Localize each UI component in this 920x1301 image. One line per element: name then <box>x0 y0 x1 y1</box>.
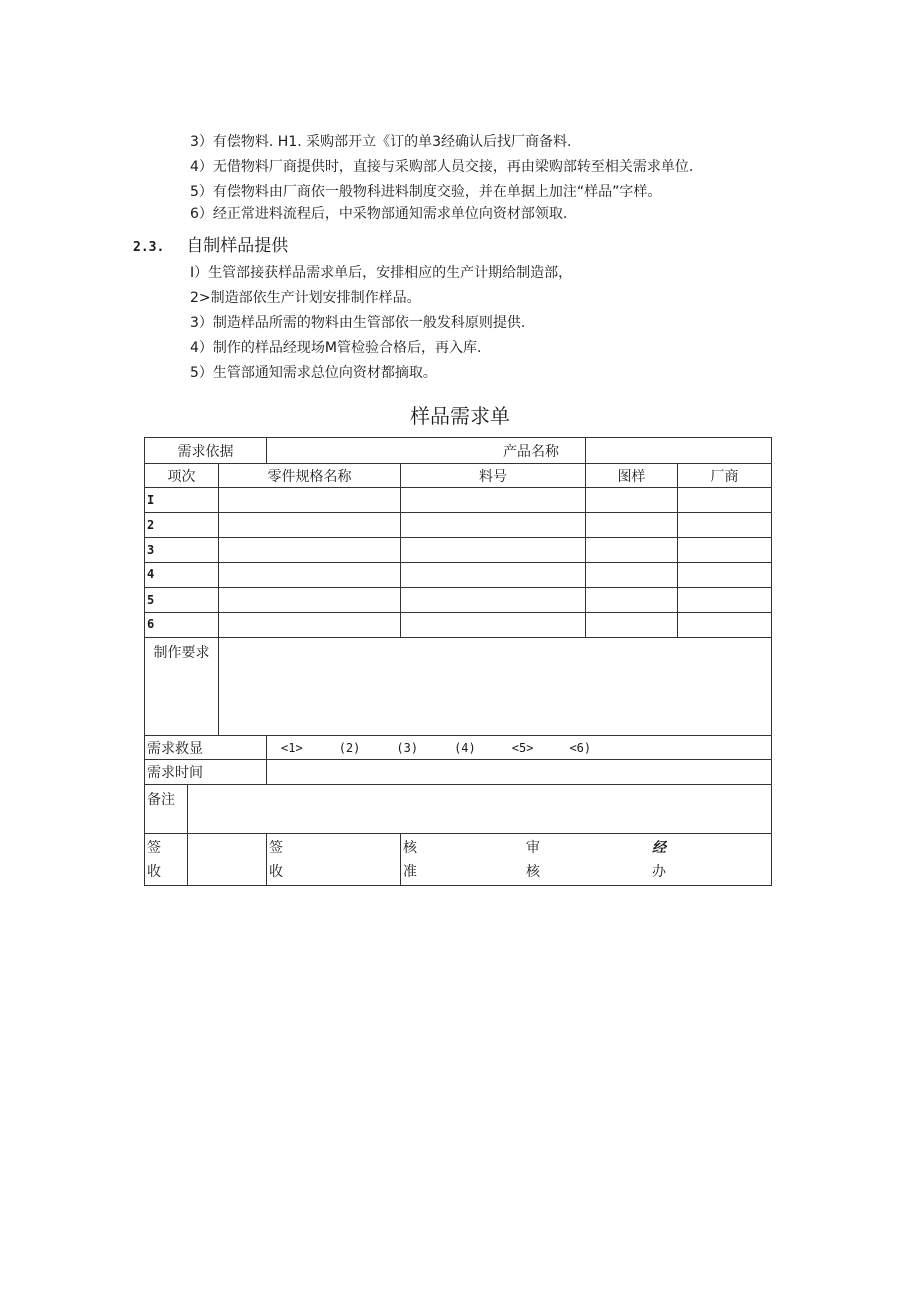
row-material-no[interactable] <box>401 588 586 613</box>
row-part-name[interactable] <box>219 563 401 588</box>
section-22-item-6: 6）经正常进料流程后，中采物部通知需求单位向资材部领取. <box>190 206 568 222</box>
receive-label-1 <box>145 834 188 886</box>
row-drawing[interactable] <box>586 563 678 588</box>
form-title: 样品需求单 <box>410 404 510 428</box>
row-drawing[interactable] <box>586 513 678 538</box>
row-number: 2 <box>145 513 219 538</box>
handler-char-2: 办 <box>652 863 667 880</box>
handler-char-1: 经 <box>652 839 667 856</box>
row-drawing[interactable] <box>586 613 678 638</box>
section-23-item-3: 3）制造样品所需的物料由生管部依一般发科原则提供. <box>190 315 526 331</box>
section-23-item-4: 4）制作的样品经现场M管检验合格后，再入库. <box>190 340 482 356</box>
quantity-label: 需求救显 <box>147 740 203 757</box>
header-part-name: 零件规格名称 <box>219 464 401 488</box>
quantity-slots[interactable] <box>267 736 772 760</box>
section-22-item-5: 5）有偿物料由厂商依一般物科进料制度交验，并在单据上加注“样品”字样。 <box>190 184 662 200</box>
row-material-no[interactable] <box>401 513 586 538</box>
receive-cell-2[interactable] <box>267 834 401 886</box>
row-number: 4 <box>145 563 219 588</box>
section-23-item-1: I）生管部接获样品需求单后，安排相应的生产计期给制造部， <box>190 265 573 281</box>
receive-char-1: 签 <box>269 839 284 856</box>
quantity-slot: <1> <box>281 740 303 755</box>
row-vendor[interactable] <box>678 588 772 613</box>
remarks-value[interactable] <box>188 785 772 834</box>
header-drawing: 图样 <box>586 464 678 488</box>
row-material-no[interactable] <box>401 488 586 513</box>
row-number: 6 <box>145 613 219 638</box>
requirement-label-cell <box>145 638 219 736</box>
row-part-name[interactable] <box>219 613 401 638</box>
handler-label <box>652 836 666 884</box>
row-material-no[interactable] <box>401 563 586 588</box>
approve-char-1: 核 <box>403 839 418 856</box>
header-material-no: 料号 <box>401 464 586 488</box>
quantity-slot: <5> <box>511 740 534 755</box>
quantity-slot: (2) <box>338 740 361 755</box>
section-23-item-5: 5）生管部通知需求总位向资材都摘取。 <box>190 365 437 381</box>
header-item: 项次 <box>145 464 219 488</box>
header-vendor: 厂商 <box>678 464 772 488</box>
section-23-item-2: 2>制造部依生产计划安排制作样品。 <box>190 290 421 306</box>
time-label: 需求时间 <box>147 765 203 781</box>
audit-label <box>526 836 652 884</box>
receive-char-2: 收 <box>269 863 284 880</box>
approve-char-2: 准 <box>403 863 418 880</box>
row-drawing[interactable] <box>586 538 678 563</box>
row-number: 5 <box>145 588 219 613</box>
section-22-item-3: 3）有偿物料. H1. 采购部开立《订的单3经确认后找厂商备料. <box>190 134 572 150</box>
audit-char-2: 核 <box>526 863 541 880</box>
approve-label <box>403 836 526 884</box>
quantity-label-cell <box>145 736 267 760</box>
product-name-label-cell <box>267 438 586 464</box>
row-vendor[interactable] <box>678 613 772 638</box>
row-number: I <box>145 488 219 513</box>
row-vendor[interactable] <box>678 513 772 538</box>
sample-request-form <box>144 437 772 886</box>
receive-value-1[interactable] <box>188 834 267 886</box>
remarks-label: 备注 <box>147 792 175 808</box>
row-vendor[interactable] <box>678 538 772 563</box>
row-drawing[interactable] <box>586 488 678 513</box>
requirement-label: 制作要求 <box>153 645 210 661</box>
row-material-no[interactable] <box>401 538 586 563</box>
time-value[interactable] <box>267 760 772 785</box>
quantity-slot: (3) <box>396 740 419 755</box>
row-drawing[interactable] <box>586 588 678 613</box>
row-part-name[interactable] <box>219 538 401 563</box>
section-22-item-4: 4）无借物料厂商提供时，直接与采购部人员交接，再由梁购部转至相关需求单位. <box>190 159 694 175</box>
section-23-heading <box>133 231 288 256</box>
receive-char-2: 收 <box>147 863 161 880</box>
row-part-name[interactable] <box>219 513 401 538</box>
receive-char-1: 签 <box>147 839 161 856</box>
row-material-no[interactable] <box>401 613 586 638</box>
section-title: 自制样品提供 <box>186 236 289 256</box>
quantity-slot: (4) <box>454 740 476 755</box>
time-label-cell <box>145 760 267 785</box>
requirement-value[interactable] <box>219 638 772 736</box>
basis-label-cell <box>145 438 267 464</box>
remarks-label-cell <box>145 785 188 834</box>
approval-block[interactable] <box>401 834 772 886</box>
product-name-value[interactable] <box>586 438 772 464</box>
row-vendor[interactable] <box>678 563 772 588</box>
row-number: 3 <box>145 538 219 563</box>
row-vendor[interactable] <box>678 488 772 513</box>
row-part-name[interactable] <box>219 588 401 613</box>
audit-char-1: 审 <box>526 839 541 856</box>
section-number: 2.3. <box>133 240 165 255</box>
quantity-slot: <6) <box>569 740 592 755</box>
row-part-name[interactable] <box>219 488 401 513</box>
basis-label: 需求依据 <box>177 443 234 460</box>
product-name-label: 产品名称 <box>503 443 560 460</box>
